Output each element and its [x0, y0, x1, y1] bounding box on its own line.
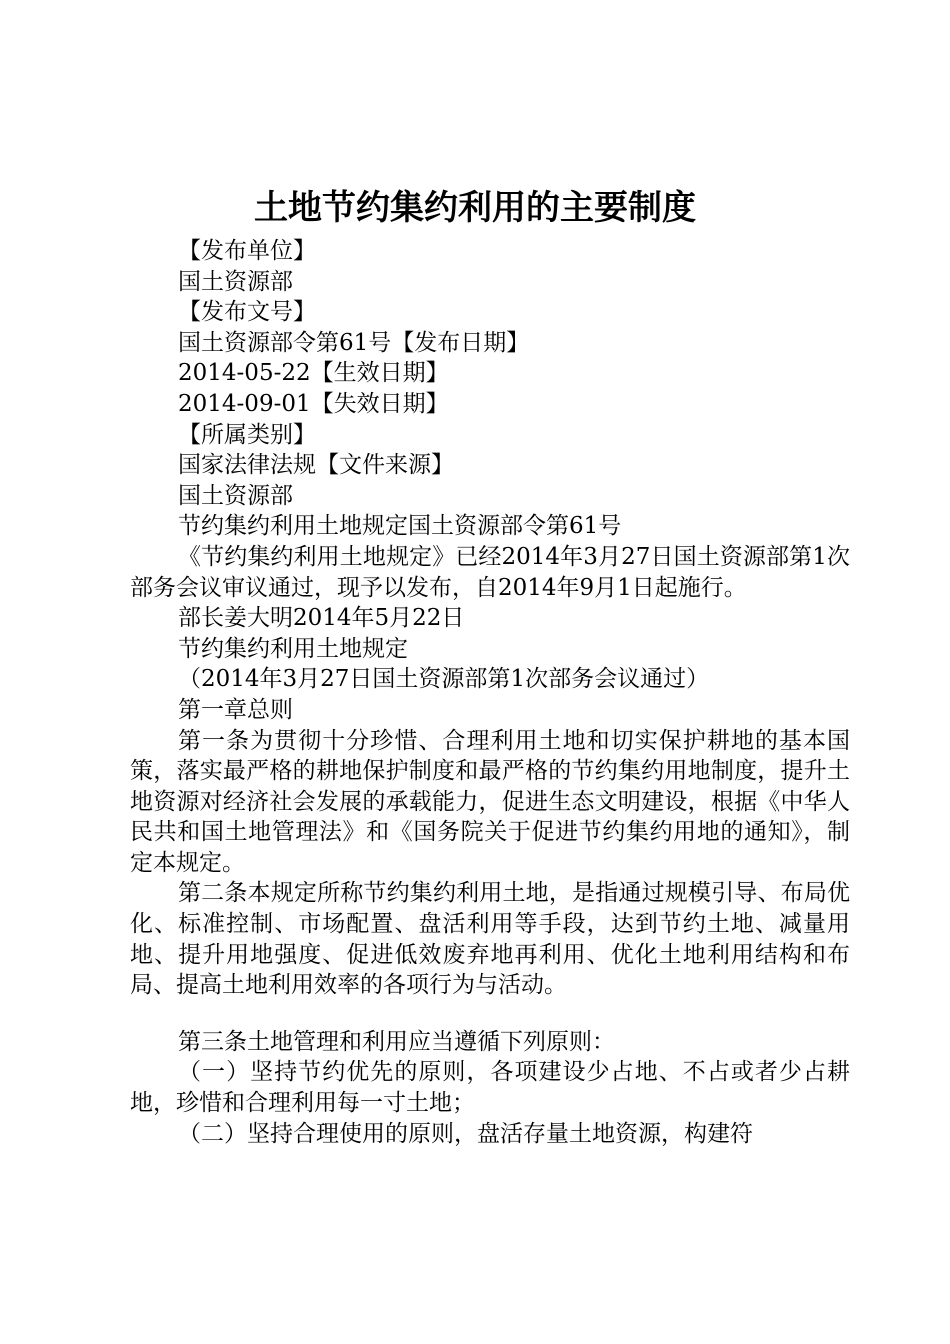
- article-1: 第一条为贯彻十分珍惜、合理利用土地和切实保护耕地的基本国策，落实最严格的耕地保护制度和最严格的节约集约用地制度，提升土地资源对经济社会发展的承载能力，促进生态文明建设，根据《中华人民共和国土地管理法》和《国务院关于促进节约集约用地的通知》，制定本规定。: [130, 727, 850, 876]
- document-body: [130, 236, 850, 1149]
- meta-line: 国土资源部令第61号【发布日期】: [178, 329, 530, 356]
- principle-item-2: （二）坚持合理使用的原则，盘活存量土地资源，构建符: [178, 1120, 753, 1147]
- meta-line: 国家法律法规【文件来源】: [178, 452, 454, 479]
- meta-line: 国土资源部: [178, 268, 293, 295]
- meta-line: 节约集约利用土地规定国土资源部令第61号: [178, 513, 622, 540]
- article-3: 第三条土地管理和利用应当遵循下列原则：: [178, 1028, 615, 1055]
- meta-line: 2014-09-01【失效日期】: [178, 390, 449, 417]
- meta-line: 2014-05-22【生效日期】: [178, 360, 449, 387]
- paragraph-gap: [130, 1001, 850, 1027]
- regulation-note: （2014年3月27日国土资源部第1次部务会议通过）: [178, 666, 710, 693]
- meta-line: 【所属类别】: [178, 421, 316, 448]
- meta-line: 国土资源部: [178, 482, 293, 509]
- signoff-line: 部长姜大明2014年5月22日: [178, 605, 465, 632]
- document-title: 土地节约集约利用的主要制度: [254, 188, 696, 228]
- regulation-title: 节约集约利用土地规定: [178, 635, 408, 662]
- article-2: 第二条本规定所称节约集约利用土地，是指通过规模引导、布局优化、标准控制、市场配置、盘活利用等手段，达到节约土地、减量用地、提升用地强度、促进低效废弃地再利用、优化土地利用结构和布局、提高土地利用效率的各项行为与活动。: [130, 880, 850, 999]
- preamble-paragraph: 《节约集约利用土地规定》已经2014年3月27日国土资源部第1次部务会议审议通过，现予以发布，自2014年9月1日起施行。: [130, 543, 850, 601]
- principle-item-1: （一）坚持节约优先的原则，各项建设少占地、不占或者少占耕地，珍惜和合理利用每一寸土地；: [130, 1059, 850, 1117]
- meta-line: 【发布文号】: [178, 299, 316, 326]
- chapter-heading: 第一章总则: [178, 696, 293, 723]
- meta-line: 【发布单位】: [178, 238, 316, 264]
